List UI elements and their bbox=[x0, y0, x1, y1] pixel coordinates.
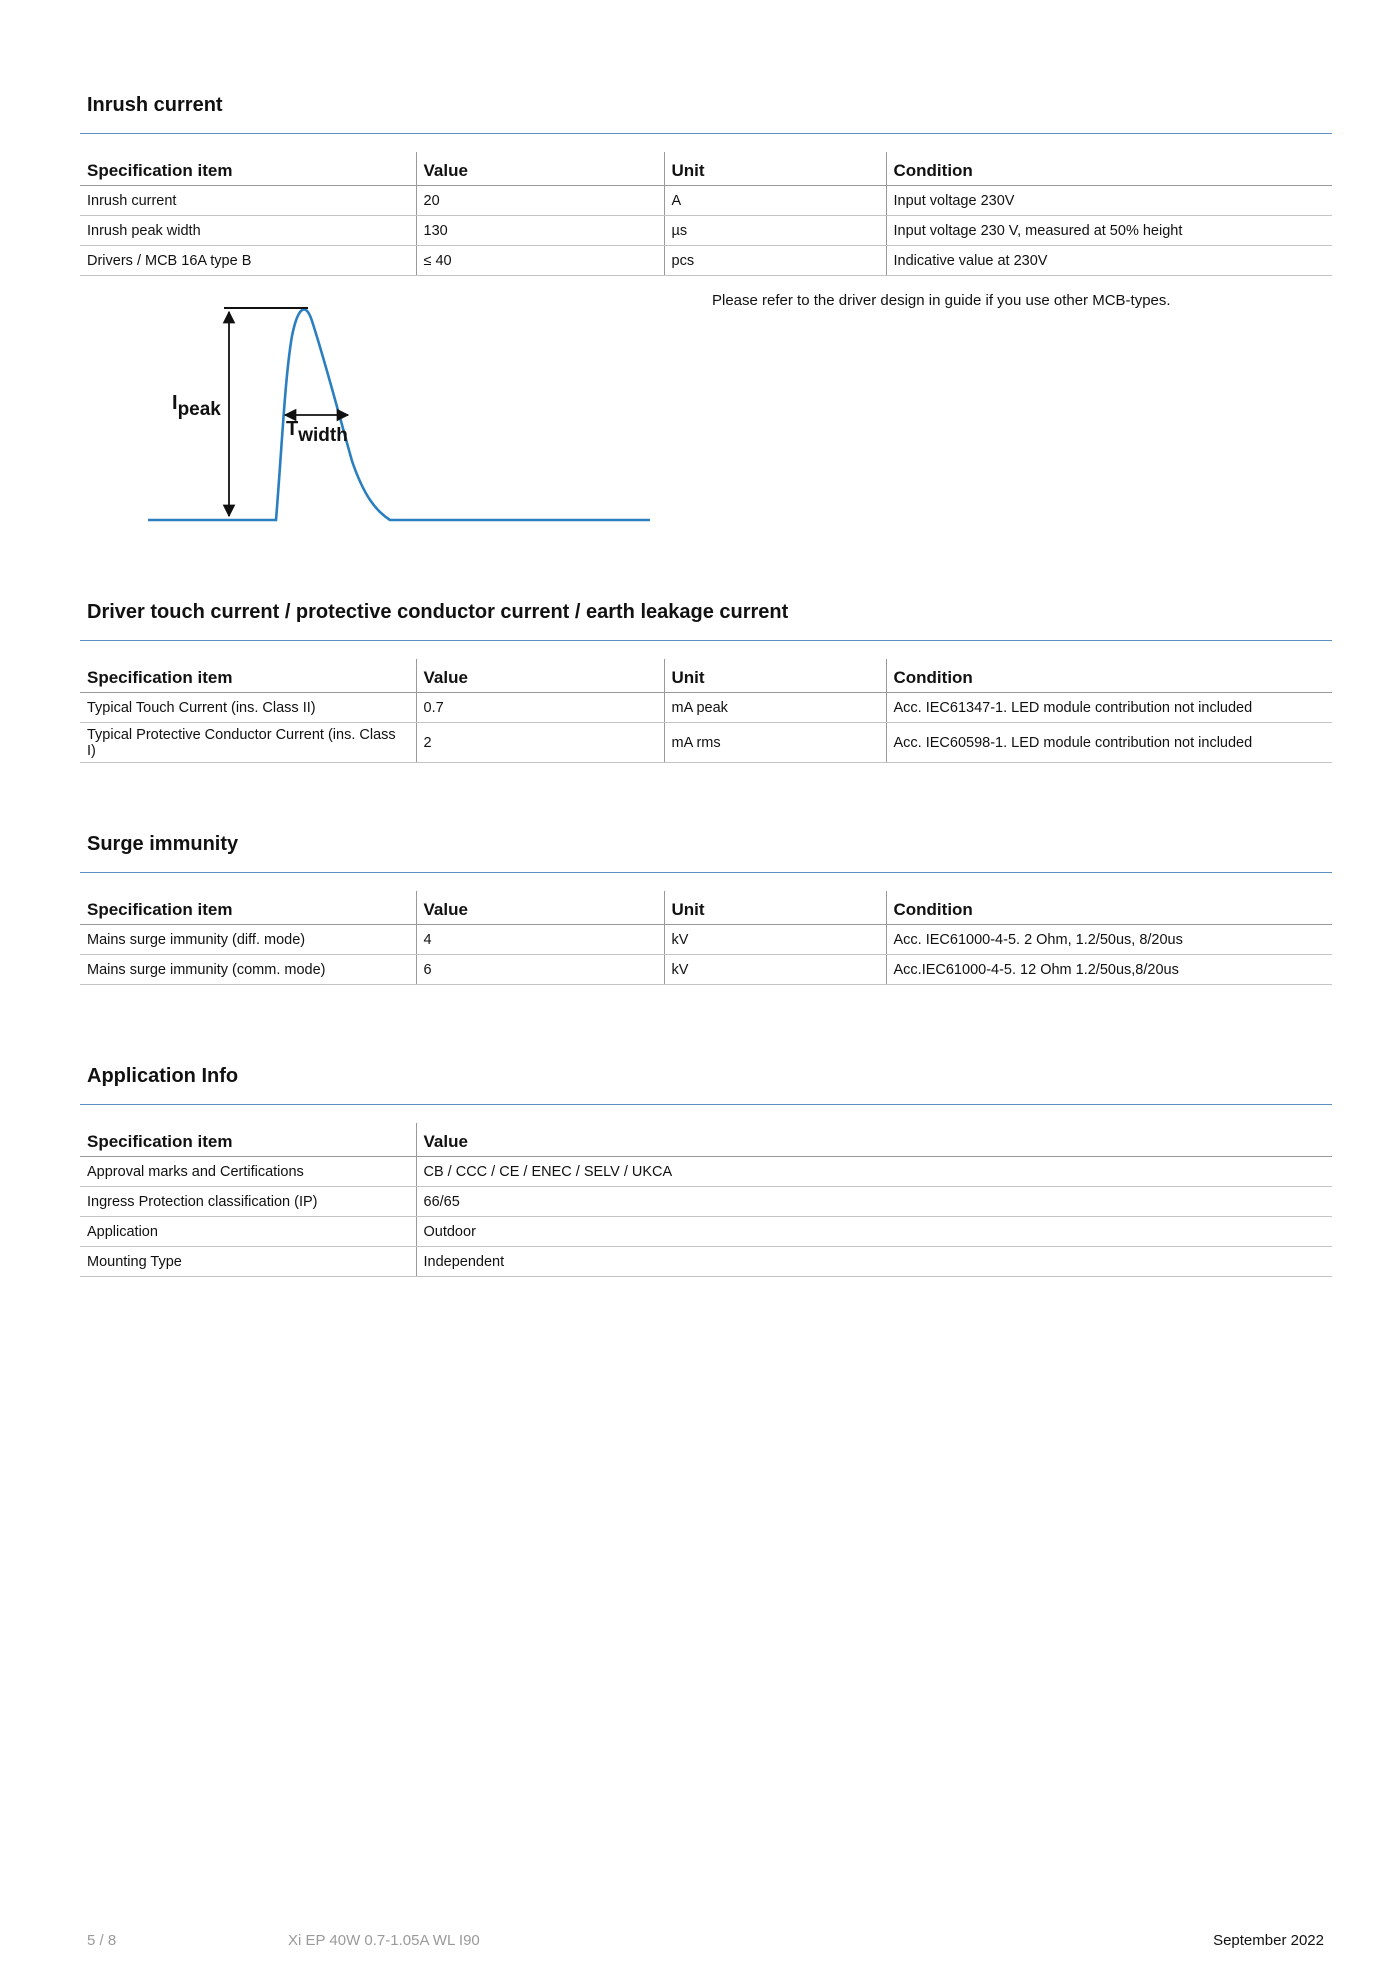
section-title-touch-current: Driver touch current / protective conductor current / earth leakage current bbox=[87, 601, 789, 623]
table-row bbox=[80, 1187, 1332, 1217]
table-cell: 130 bbox=[416, 216, 664, 246]
column-header: Unit bbox=[664, 891, 886, 925]
footer-product-name: Xi EP 40W 0.7-1.05A WL I90 bbox=[288, 1932, 480, 1949]
column-header: Specification item bbox=[80, 1123, 416, 1157]
table-cell: mA rms bbox=[664, 723, 886, 763]
table-cell: 6 bbox=[416, 955, 664, 985]
table-cell: Inrush current bbox=[80, 186, 416, 216]
table-cell: Independent bbox=[416, 1247, 1332, 1277]
table-row bbox=[80, 1157, 1332, 1187]
inrush-waveform-figure bbox=[140, 296, 660, 536]
section-rule-inrush bbox=[80, 133, 1332, 134]
touch-current-table bbox=[80, 659, 1332, 763]
table-cell: Mains surge immunity (comm. mode) bbox=[80, 955, 416, 985]
table-cell: 66/65 bbox=[416, 1187, 1332, 1217]
table-cell: pcs bbox=[664, 246, 886, 276]
column-header: Value bbox=[416, 152, 664, 186]
section-title-surge: Surge immunity bbox=[87, 833, 239, 855]
table-row bbox=[80, 1247, 1332, 1277]
table-row bbox=[80, 1217, 1332, 1247]
table-cell: 2 bbox=[416, 723, 664, 763]
table-cell: Approval marks and Certifications bbox=[80, 1157, 416, 1187]
footer-page-number: 5 / 8 bbox=[87, 1932, 117, 1949]
inrush-table bbox=[80, 152, 1332, 276]
table-cell: A bbox=[664, 186, 886, 216]
table-row bbox=[80, 723, 1332, 763]
footer-date: September 2022 bbox=[1213, 1932, 1324, 1949]
table-cell: Input voltage 230V bbox=[886, 186, 1332, 216]
table-row bbox=[80, 925, 1332, 955]
section-title-inrush: Inrush current bbox=[87, 94, 223, 116]
inrush-curve bbox=[148, 309, 650, 520]
table-cell: 20 bbox=[416, 186, 664, 216]
table-cell: Acc.IEC61000-4-5. 12 Ohm 1.2/50us,8/20us bbox=[886, 955, 1332, 985]
table-cell: kV bbox=[664, 925, 886, 955]
table-cell: Mounting Type bbox=[80, 1247, 416, 1277]
section-rule-surge bbox=[80, 872, 1332, 873]
column-header: Value bbox=[416, 659, 664, 693]
surge-immunity-table bbox=[80, 891, 1332, 985]
column-header: Condition bbox=[886, 659, 1332, 693]
table-cell: Typical Touch Current (ins. Class II) bbox=[80, 693, 416, 723]
section-rule-touch-current bbox=[80, 640, 1332, 641]
table-cell: Mains surge immunity (diff. mode) bbox=[80, 925, 416, 955]
table-header-row bbox=[80, 1123, 1332, 1157]
table-cell: Outdoor bbox=[416, 1217, 1332, 1247]
table-cell: CB / CCC / CE / ENEC / SELV / UKCA bbox=[416, 1157, 1332, 1187]
table-cell: Typical Protective Conductor Current (ins. Class I) bbox=[80, 723, 416, 763]
table-cell: 0.7 bbox=[416, 693, 664, 723]
table-cell: Input voltage 230 V, measured at 50% height bbox=[886, 216, 1332, 246]
table-cell: Ingress Protection classification (IP) bbox=[80, 1187, 416, 1217]
column-header: Condition bbox=[886, 891, 1332, 925]
table-cell: µs bbox=[664, 216, 886, 246]
table-cell: kV bbox=[664, 955, 886, 985]
table-cell: ≤ 40 bbox=[416, 246, 664, 276]
column-header: Value bbox=[416, 891, 664, 925]
table-cell: Application bbox=[80, 1217, 416, 1247]
inrush-note: Please refer to the driver design in guide if you use other MCB-types. bbox=[712, 292, 1171, 309]
column-header: Condition bbox=[886, 152, 1332, 186]
table-cell: Acc. IEC60598-1. LED module contribution not included bbox=[886, 723, 1332, 763]
table-header-row bbox=[80, 659, 1332, 693]
table-row bbox=[80, 246, 1332, 276]
table-cell: mA peak bbox=[664, 693, 886, 723]
table-cell: 4 bbox=[416, 925, 664, 955]
section-rule-application bbox=[80, 1104, 1332, 1105]
twidth-label: Twidth bbox=[286, 418, 348, 446]
column-header: Unit bbox=[664, 659, 886, 693]
column-header: Specification item bbox=[80, 659, 416, 693]
table-cell: Drivers / MCB 16A type B bbox=[80, 246, 416, 276]
table-header-row bbox=[80, 891, 1332, 925]
table-row bbox=[80, 186, 1332, 216]
ipeak-label: Ipeak bbox=[172, 392, 221, 420]
table-row bbox=[80, 955, 1332, 985]
table-row bbox=[80, 693, 1332, 723]
column-header: Unit bbox=[664, 152, 886, 186]
table-cell: Indicative value at 230V bbox=[886, 246, 1332, 276]
column-header: Specification item bbox=[80, 152, 416, 186]
section-title-application: Application Info bbox=[87, 1065, 239, 1087]
table-row bbox=[80, 216, 1332, 246]
column-header: Value bbox=[416, 1123, 1332, 1157]
column-header: Specification item bbox=[80, 891, 416, 925]
table-cell: Acc. IEC61347-1. LED module contribution not included bbox=[886, 693, 1332, 723]
table-cell: Inrush peak width bbox=[80, 216, 416, 246]
application-info-table bbox=[80, 1123, 1332, 1277]
table-cell: Acc. IEC61000-4-5. 2 Ohm, 1.2/50us, 8/20us bbox=[886, 925, 1332, 955]
table-header-row bbox=[80, 152, 1332, 186]
